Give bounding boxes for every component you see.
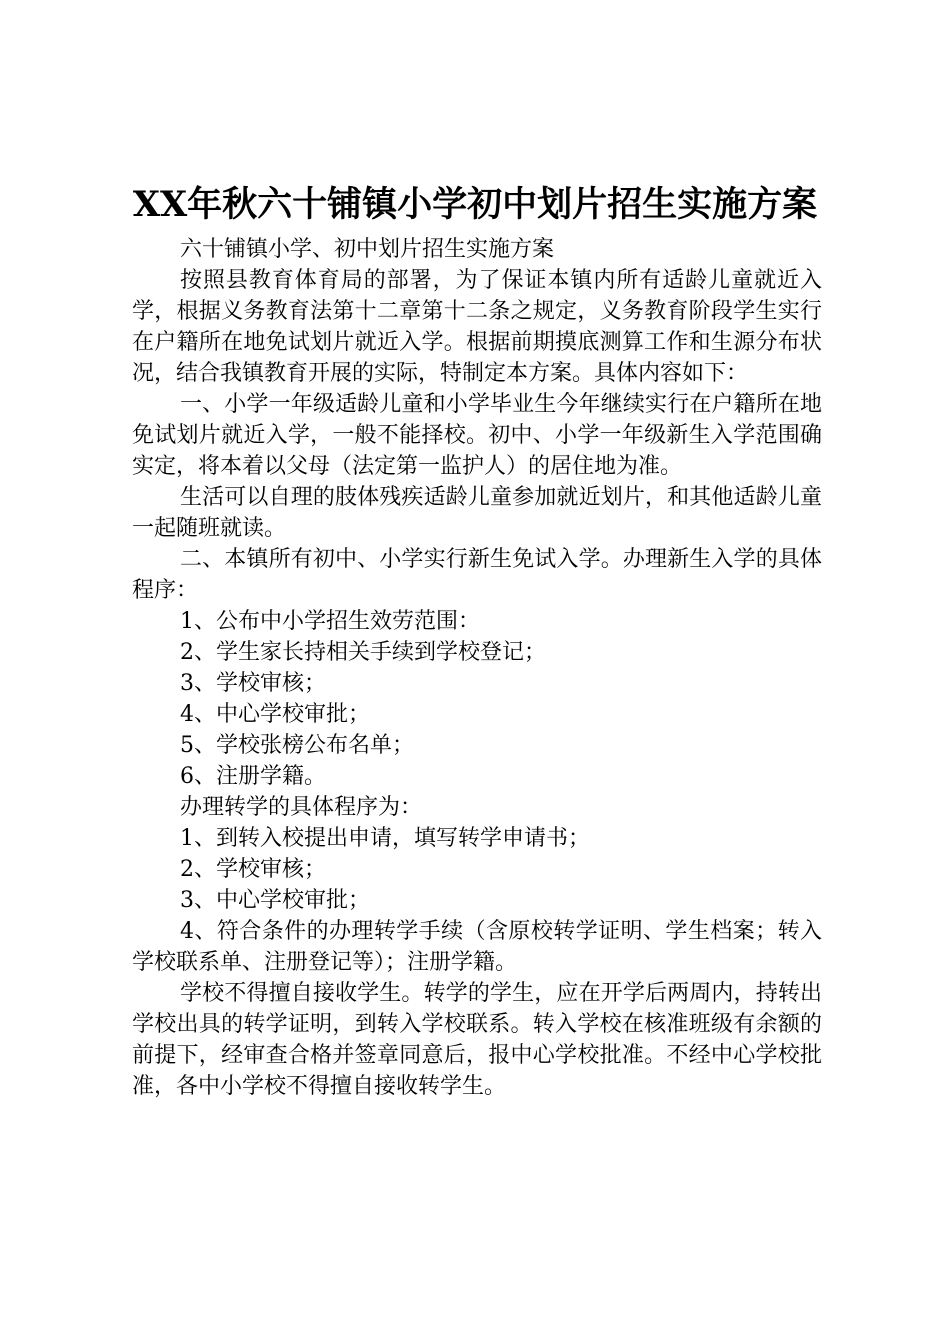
document-title: XX年秋六十铺镇小学初中划片招生实施方案 bbox=[132, 184, 818, 225]
paragraph-transfer-rules: 学校不得擅自接收学生。转学的学生，应在开学后两周内，持转出学校出具的转学证明，到转入学校联系。转入学校在核准班级有余额的前提下，经审查合格并签章同意后，报中心学校批准。不经中心学校批准，各中小学校不得擅自接收转学生。 bbox=[132, 981, 822, 1099]
paragraph-disabled-children: 生活可以自理的肢体残疾适龄儿童参加就近划片，和其他适龄儿童一起随班就读。 bbox=[132, 485, 822, 541]
document-body bbox=[132, 234, 822, 1102]
paragraph-transfer-heading: 办理转学的具体程序为： bbox=[180, 795, 423, 820]
paragraph-intro: 按照县教育体育局的部署，为了保证本镇内所有适龄儿童就近入学，根据义务教育法第十二章第十二条之规定，义务教育阶段学生实行在户籍所在地免试划片就近入学。根据前期摸底测算工作和生源分布状况，结合我镇教育开展的实际，特制定本方案。具体内容如下： bbox=[132, 268, 822, 386]
list-item-enroll-1: 1、公布中小学招生效劳范围： bbox=[180, 609, 480, 634]
list-item-enroll-5: 5、学校张榜公布名单； bbox=[180, 733, 414, 758]
list-item-enroll-4: 4、中心学校审批； bbox=[180, 702, 370, 727]
list-item-transfer-4: 4、符合条件的办理转学手续（含原校转学证明、学生档案；转入学校联系单、注册登记等）；注册学籍。 bbox=[132, 919, 822, 975]
paragraph-section-one: 一、小学一年级适龄儿童和小学毕业生今年继续实行在户籍所在地免试划片就近入学，一般不能择校。初中、小学一年级新生入学范围确实定，将本着以父母（法定第一监护人）的居住地为准。 bbox=[132, 392, 822, 479]
list-item-transfer-1: 1、到转入校提出申请，填写转学申请书； bbox=[180, 826, 590, 851]
list-item-enroll-2: 2、学生家长持相关手续到学校登记； bbox=[180, 640, 546, 665]
list-item-transfer-3: 3、中心学校审批； bbox=[180, 888, 370, 913]
paragraph-section-two: 二、本镇所有初中、小学实行新生免试入学。办理新生入学的具体程序： bbox=[132, 547, 822, 603]
list-item-enroll-3: 3、学校审核； bbox=[180, 671, 326, 696]
list-item-enroll-6: 6、注册学籍。 bbox=[180, 764, 326, 789]
paragraph-subtitle: 六十铺镇小学、初中划片招生实施方案 bbox=[180, 237, 555, 262]
list-item-transfer-2: 2、学校审核； bbox=[180, 857, 326, 882]
